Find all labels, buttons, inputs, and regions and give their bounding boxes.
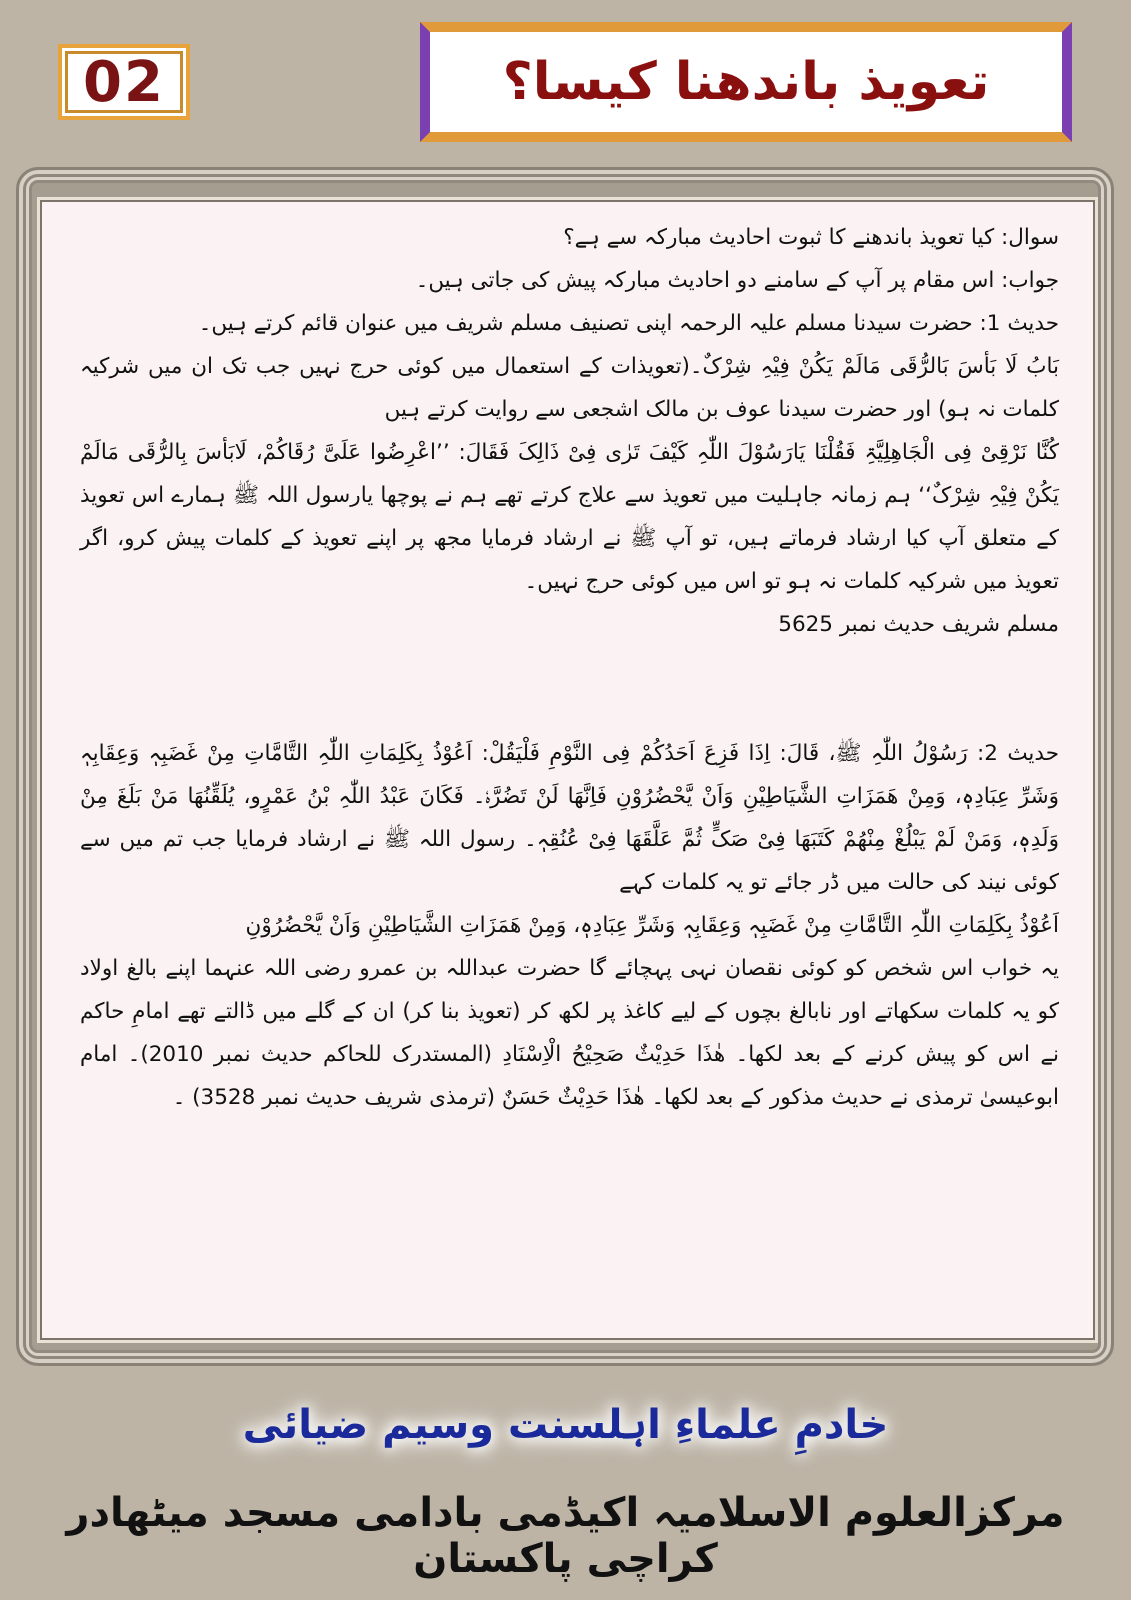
page-number-badge bbox=[58, 44, 190, 120]
question-paragraph: سوال: کیا تعویذ باندھنے کا ثبوت احادیث مبارکہ سے ہے؟ bbox=[563, 225, 1059, 250]
paragraph-gap bbox=[80, 646, 1059, 732]
hadith-2-text: حدیث 2: رَسُوْلُ اللّٰہِ ﷺ، قَالَ: اِذَا فَزِعَ اَحَدُکُمْ فِی النَّوْمِ فَلْیَقُلْ: اَعُوْذُ بِکَلِمَاتِ اللّٰہِ التَّامَّاتِ مِنْ غَضَبِہٖ وَعِقَابِہٖ وَشَرِّ عِبَادِہٖ، وَمِنْ ھَمَزَاتِ الشَّیَاطِیْنِ وَاَنْ یَّحْضُرُوْنِ فَاِنَّھَا لَنْ تَضُرَّہٗ۔ فَکَانَ عَبْدُ اللّٰہِ بْنُ عَمْرٍو، یُلَقِّنُھَا مَنْ بَلَغَ مِنْ وَلَدِہٖ، وَمَنْ لَمْ یَبْلُغْ مِنْھُمْ کَتَبَھَا فِیْ صَکٍّ ثُمَّ عَلَّقَھَا فِیْ عُنُقِہٖ۔ رسول اللہ ﷺ نے ارشاد فرمایا جب تم میں سے کوئی نیند کی حالت میں ڈر جائے تو یہ کلمات کہے bbox=[80, 741, 1059, 895]
hadith-1-text: کُنَّا نَرْقِیْ فِی الْجَاھِلِیَّۃِ فَقُلْنَا یَارَسُوْلَ اللّٰہِ کَیْفَ تَرٰی فِیْ ذَالِکَ فَقَالَ: ’’اعْرِضُوا عَلَیَّ رُقَاکُمْ، لَابَأسَ بِالرُّقَی مَالَمْ یَکُنْ فِیْہِ شِرْکٌ‘‘ ہم زمانہ جاہلیت میں تعویذ سے علاج کرتے تھے ہم نے پوچھا یارسول اللہ ﷺ ہمارے اس تعویذ کے متعلق آپ کیا ارشاد فرماتے ہیں، تو آپ ﷺ نے ارشاد فرمایا مجھ پر اپنے تعویذ کے کلمات پیش کرو، اگر تعویذ میں شرکیہ کلمات نہ ہو تو اس میں کوئی حرج نہیں۔ bbox=[80, 440, 1059, 594]
title-box bbox=[420, 22, 1072, 142]
hadith-2-explanation: یہ خواب اس شخص کو کوئی نقصان نہی پہچائے گا حضرت عبداللہ بن عمرو رضی اللہ عنہما اپنے بالغ اولاد کو یہ کلمات سکھاتے اور نابالغ بچوں کے لیے کاغذ پر لکھ کر (تعویذ بنا کر) ان کے گلے میں ڈالتے تھے امامِ حاکم نے اس کو پیش کرنے کے بعد لکھا۔ ھٰذَا حَدِیْثٌ صَحِیْحُ الْاِسْنَادِ (المستدرک للحاکم حدیث نمبر 2010)۔ امام ابوعیسیٰ ترمذی نے حدیث مذکور کے بعد لکھا۔ ھٰذَا حَدِیْثٌ حَسَنٌ (ترمذی شریف حدیث نمبر 3528) ۔ bbox=[80, 956, 1060, 1110]
footer-author: خادمِ علماءِ اہلسنت وسیم ضیائی bbox=[242, 1402, 889, 1448]
hadith-1-intro: حدیث 1: حضرت سیدنا مسلم علیہ الرحمہ اپنی تصنیف مسلم شریف میں عنوان قائم کرتے ہیں۔ bbox=[198, 311, 1059, 336]
hadith-2-dua: اَعُوْذُ بِکَلِمَاتِ اللّٰہِ التَّامَّاتِ مِنْ غَضَبِہٖ وَعِقَابِہٖ وَشَرِّ عِبَادِہٖ، وَمِنْ ھَمَزَاتِ الشَّیَاطِیْنِ وَاَنْ یَّحْضُرُوْنِ bbox=[245, 913, 1059, 938]
answer-paragraph: جواب: اس مقام پر آپ کے سامنے دو احادیث مبارکہ پیش کی جاتی ہیں۔ bbox=[415, 268, 1059, 293]
page-title: تعویذ باندھنا کیسا؟ bbox=[502, 52, 990, 112]
page-number: 02 bbox=[83, 49, 165, 115]
hadith-1-chapter: بَابُ لَا بَأسَ بَالرُّقَی مَالَمْ یَکُنْ فِیْہِ شِرْکٌ۔(تعویذات کے استعمال میں کوئی حرج نہیں جب تک ان میں شرکیہ کلمات نہ ہو) اور حضرت سیدنا عوف بن مالک اشجعی سے روایت کرتے ہیں bbox=[80, 354, 1059, 422]
footer-institution: مرکزالعلوم الاسلامیہ اکیڈمی بادامی مسجد میٹھادر کراچی پاکستان bbox=[66, 1490, 1065, 1582]
content-panel bbox=[40, 200, 1095, 1340]
hadith-1-reference: مسلم شریف حدیث نمبر 5625 bbox=[778, 612, 1059, 637]
